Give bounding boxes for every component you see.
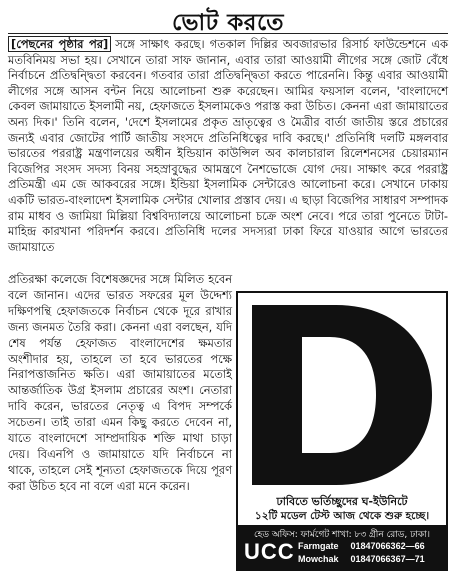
ad-headline: ঢাবিতে ভর্তিচ্ছুদের ঘ-ইউনিটে bbox=[276, 495, 408, 508]
paragraph-text: সঙ্গে সাক্ষাৎ করছে। গতকাল দিল্লির অবজারভার রিসার্চ ফাউন্ডেশনে এক মতবিনিময় সভা হয়। সেখানে তারা সাফ জানান, এবার তারা আওয়ামী লীগের সঙ্গে জোট বেঁধে নির্বাচনে প্রতিদ্বন্দ্বিতা করবেন। গতবার তারা প্রতিদ্বন্দ্বিতা করতে পারেননি। কিন্তু এবার আওয়ামী লীগের সঙ্গে আসন বন্টন নিয়ে আলোচনা শুরু করেছেন। আমির ফয়সাল বলেন, 'বাংলাদেশে কেবল জামায়াতে ইসলামী নয়, হেফাজতে ইসলামকেও পরাস্ত করা উচিত। কেননা এরা জামায়াতের অন্য দিক।' তিনি বলেন, 'দেশে ইসলামের প্রকৃত ভ্রাতৃত্বের ও মৈত্রীর বার্তা জাতীয় স্তরে প্রচারের জন্যই এবার জোটের পার্টি জাতীয় সংসদে প্রতিনিধিত্বের দাবি করছে।' প্রতিনিধি দলটি মঙ্গলবার ভারতের পররাষ্ট্র মন্ত্রণালয়ের অধীন ইন্ডিয়ান কাউন্সিল অব কালচারাল রিলেশনসের চেয়ারম্যান বিজেপির সংসদ সদস্য বিনয় সহস্রাবুদ্ধের আমন্ত্রণে নৈশভোজে যোগ দেয়। সাক্ষাৎ করে পররাষ্ট্র প্রতিমন্ত্রী এম জে আকবরের সঙ্গে। ইন্ডিয়া ইসলামিক সেন্টারেও আলোচনা করে। সেখানে ঢাকায় একটি ভারত-বাংলাদেশ ইসলামিক সেন্টার খোলার প্রস্তাব দেয়। এ ছাড়া বিজেপির সাধারণ সম্পাদক রাম মাধব ও জামিয়া মিল্লিয়া বিশ্ববিদ্যালয়ে আলোচনা চক্রে অংশ নেবে। পরে তারা পুনেতে টাটা-মাহিন্দ্র কারখানা পরিদর্শন করবে। প্রতিনিধি দলের সদস্যরা ঢাকা ফিরে যাওয়ার আগে ভারতের জামায়াতে bbox=[8, 37, 448, 254]
article-paragraph-left: প্রতিরক্ষা কলেজে বিশেষজ্ঞদের সঙ্গে মিলিত হবেন বলে জানান। এদের ভারত সফরের মূল উদ্দেশ্য দক্ষিণপন্থি হেফাজতকে নির্বাচন থেকে দূরে রাখার জন্য জনমত তৈরি করা। কেননা এরা বলছেন, যদি শেষ পর্যন্ত হেফাজত বাংলাদেশের ক্ষমতার অংশীদার হয়, তাহলে তা হবে ভারতের পক্ষে নিরাপত্তাজনিত ক্ষতি। এরা জামায়াতের মতোই আন্তর্জাতিক উগ্র ইসলাম প্রচারের অংশ। নেতারা দাবি করেন, ভারতের নেতৃত্ব এ বিপদ সম্পর্কে সচেতন। তাই তারা এমন কিছু করতে দেবেন না, যাতে বাংলাদেশে সাম্প্রদায়িক শক্তি মাথা চাড়া দেয়। বিএনপি ও জামায়াতে যদি নির্বাচনে না থাকে, তাহলে সেই শূন্যতা হেফাজতকে দিয়ে পূরণ করা উচিত হবে না বলে এরা মনে করেন। bbox=[8, 272, 232, 493]
branch-name: Farmgate bbox=[298, 541, 339, 551]
continued-from-label: [পেছনের পৃষ্ঠার পর] bbox=[8, 36, 111, 52]
branch-phone: 01847066362—66 bbox=[350, 541, 425, 551]
ad-footer bbox=[238, 525, 446, 569]
branch-farmgate bbox=[298, 541, 425, 551]
big-letter-d-graphic bbox=[244, 297, 440, 493]
article-body-left-column bbox=[8, 272, 232, 495]
headline-rule bbox=[8, 33, 448, 34]
article-paragraph bbox=[8, 37, 448, 255]
ad-office-address: হেড অফিস: ফার্মগেট শাখা: ৮৩ গ্রীন রোড, ঢাকা। bbox=[254, 530, 430, 540]
ucc-advertisement bbox=[236, 291, 448, 571]
article-body-full-width bbox=[8, 37, 448, 255]
article-headline: ভোট করতে bbox=[172, 10, 284, 36]
branch-phone: 01847066367—71 bbox=[350, 554, 425, 564]
branch-mowchak bbox=[298, 554, 425, 564]
ad-subheadline: ১২টি মডেল টেস্ট আজ থেকে শুরু হচ্ছে। bbox=[254, 510, 430, 522]
branch-name: Mowchak bbox=[298, 554, 339, 564]
ucc-logo: UCC bbox=[244, 539, 295, 564]
